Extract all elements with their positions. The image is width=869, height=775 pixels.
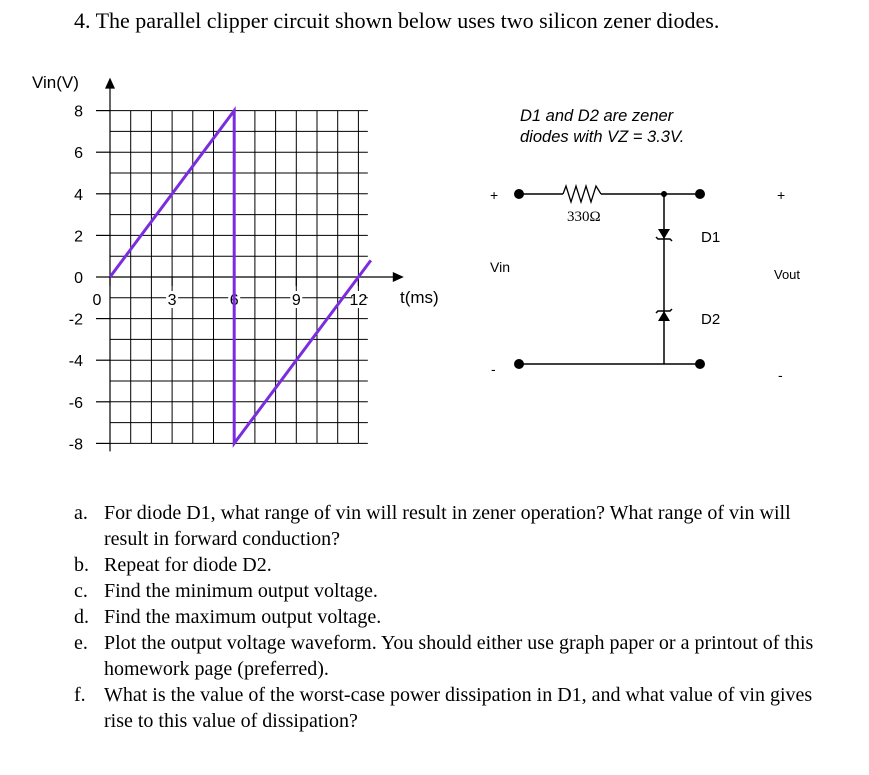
question-a-letter: a. xyxy=(74,502,88,524)
problem-title: 4. The parallel clipper circuit shown below uses two silicon zener diodes. xyxy=(74,8,720,33)
x-axis-label: t(ms) xyxy=(400,288,439,307)
vin-label: Vin xyxy=(490,259,510,275)
zener-note-line1: D1 and D2 are zener xyxy=(520,107,674,125)
graph-axes xyxy=(96,78,404,452)
zener-d2-icon xyxy=(656,309,672,321)
resistor-label: 330Ω xyxy=(567,209,601,225)
zener-note-line2 xyxy=(520,128,684,146)
vout-minus: - xyxy=(778,367,783,383)
x-tick-labels xyxy=(93,291,368,309)
y-tick-label: -8 xyxy=(68,436,83,454)
y-tick-label: -2 xyxy=(68,311,83,329)
question-list xyxy=(74,500,834,734)
question-e-letter: e. xyxy=(74,632,88,654)
question-c-text: Find the minimum output voltage. xyxy=(104,580,378,602)
y-tick-label: 8 xyxy=(74,103,83,121)
clipper-circuit xyxy=(490,107,800,383)
x-tick-label: 3 xyxy=(167,292,177,309)
question-a xyxy=(74,500,834,552)
vout-label: Vout xyxy=(774,267,801,282)
question-f-text: What is the value of the worst-case power dissipation in D1, and what value of vin gives rise to this value of dissipation? xyxy=(104,684,813,732)
x-tick-label: 0 xyxy=(92,292,102,309)
y-tick-label: 0 xyxy=(74,270,83,287)
y-tick-label: 6 xyxy=(74,145,83,163)
question-b xyxy=(74,552,834,578)
y-tick-labels xyxy=(69,104,83,454)
question-c xyxy=(74,578,834,604)
resistor-symbol xyxy=(563,186,601,202)
x-tick-label: 12 xyxy=(349,292,368,309)
zener-note-line2-text: diodes with VZ = 3.3V. xyxy=(520,128,685,146)
question-b-letter: b. xyxy=(74,554,89,576)
question-f xyxy=(74,682,834,734)
question-b-text: Repeat for diode D2. xyxy=(104,554,272,576)
x-tick-label: 9 xyxy=(291,292,301,309)
question-e xyxy=(74,630,834,682)
vin-plus: + xyxy=(490,187,499,203)
y-tick-label: -6 xyxy=(68,394,83,412)
vin-minus: - xyxy=(491,361,496,377)
question-d-letter: d. xyxy=(74,606,89,628)
question-d-text: Find the maximum output voltage. xyxy=(104,606,382,628)
y-tick-label: 2 xyxy=(74,228,83,246)
x-tick-label: 6 xyxy=(229,292,239,309)
question-a-text: For diode D1, what range of vin will result in zener operation? What range of vin will result in forward conduction? xyxy=(104,502,791,550)
question-d xyxy=(74,604,834,630)
question-c-letter: c. xyxy=(74,580,88,602)
y-tick-label: -4 xyxy=(68,353,83,371)
y-axis-arrow xyxy=(105,78,115,89)
d2-label: D2 xyxy=(701,311,721,328)
zener-d1-icon xyxy=(656,229,672,241)
vin-graph xyxy=(32,73,439,453)
y-axis-label: Vin(V) xyxy=(32,73,79,92)
question-e-text: Plot the output voltage waveform. You should either use graph paper or a printout of this homework page (preferred). xyxy=(104,632,814,680)
question-f-letter: f. xyxy=(74,684,86,706)
x-axis-arrow xyxy=(393,272,404,282)
vout-plus: + xyxy=(777,187,786,203)
top-junction xyxy=(661,191,667,197)
y-tick-label: 4 xyxy=(74,186,83,204)
d1-label: D1 xyxy=(701,229,721,246)
